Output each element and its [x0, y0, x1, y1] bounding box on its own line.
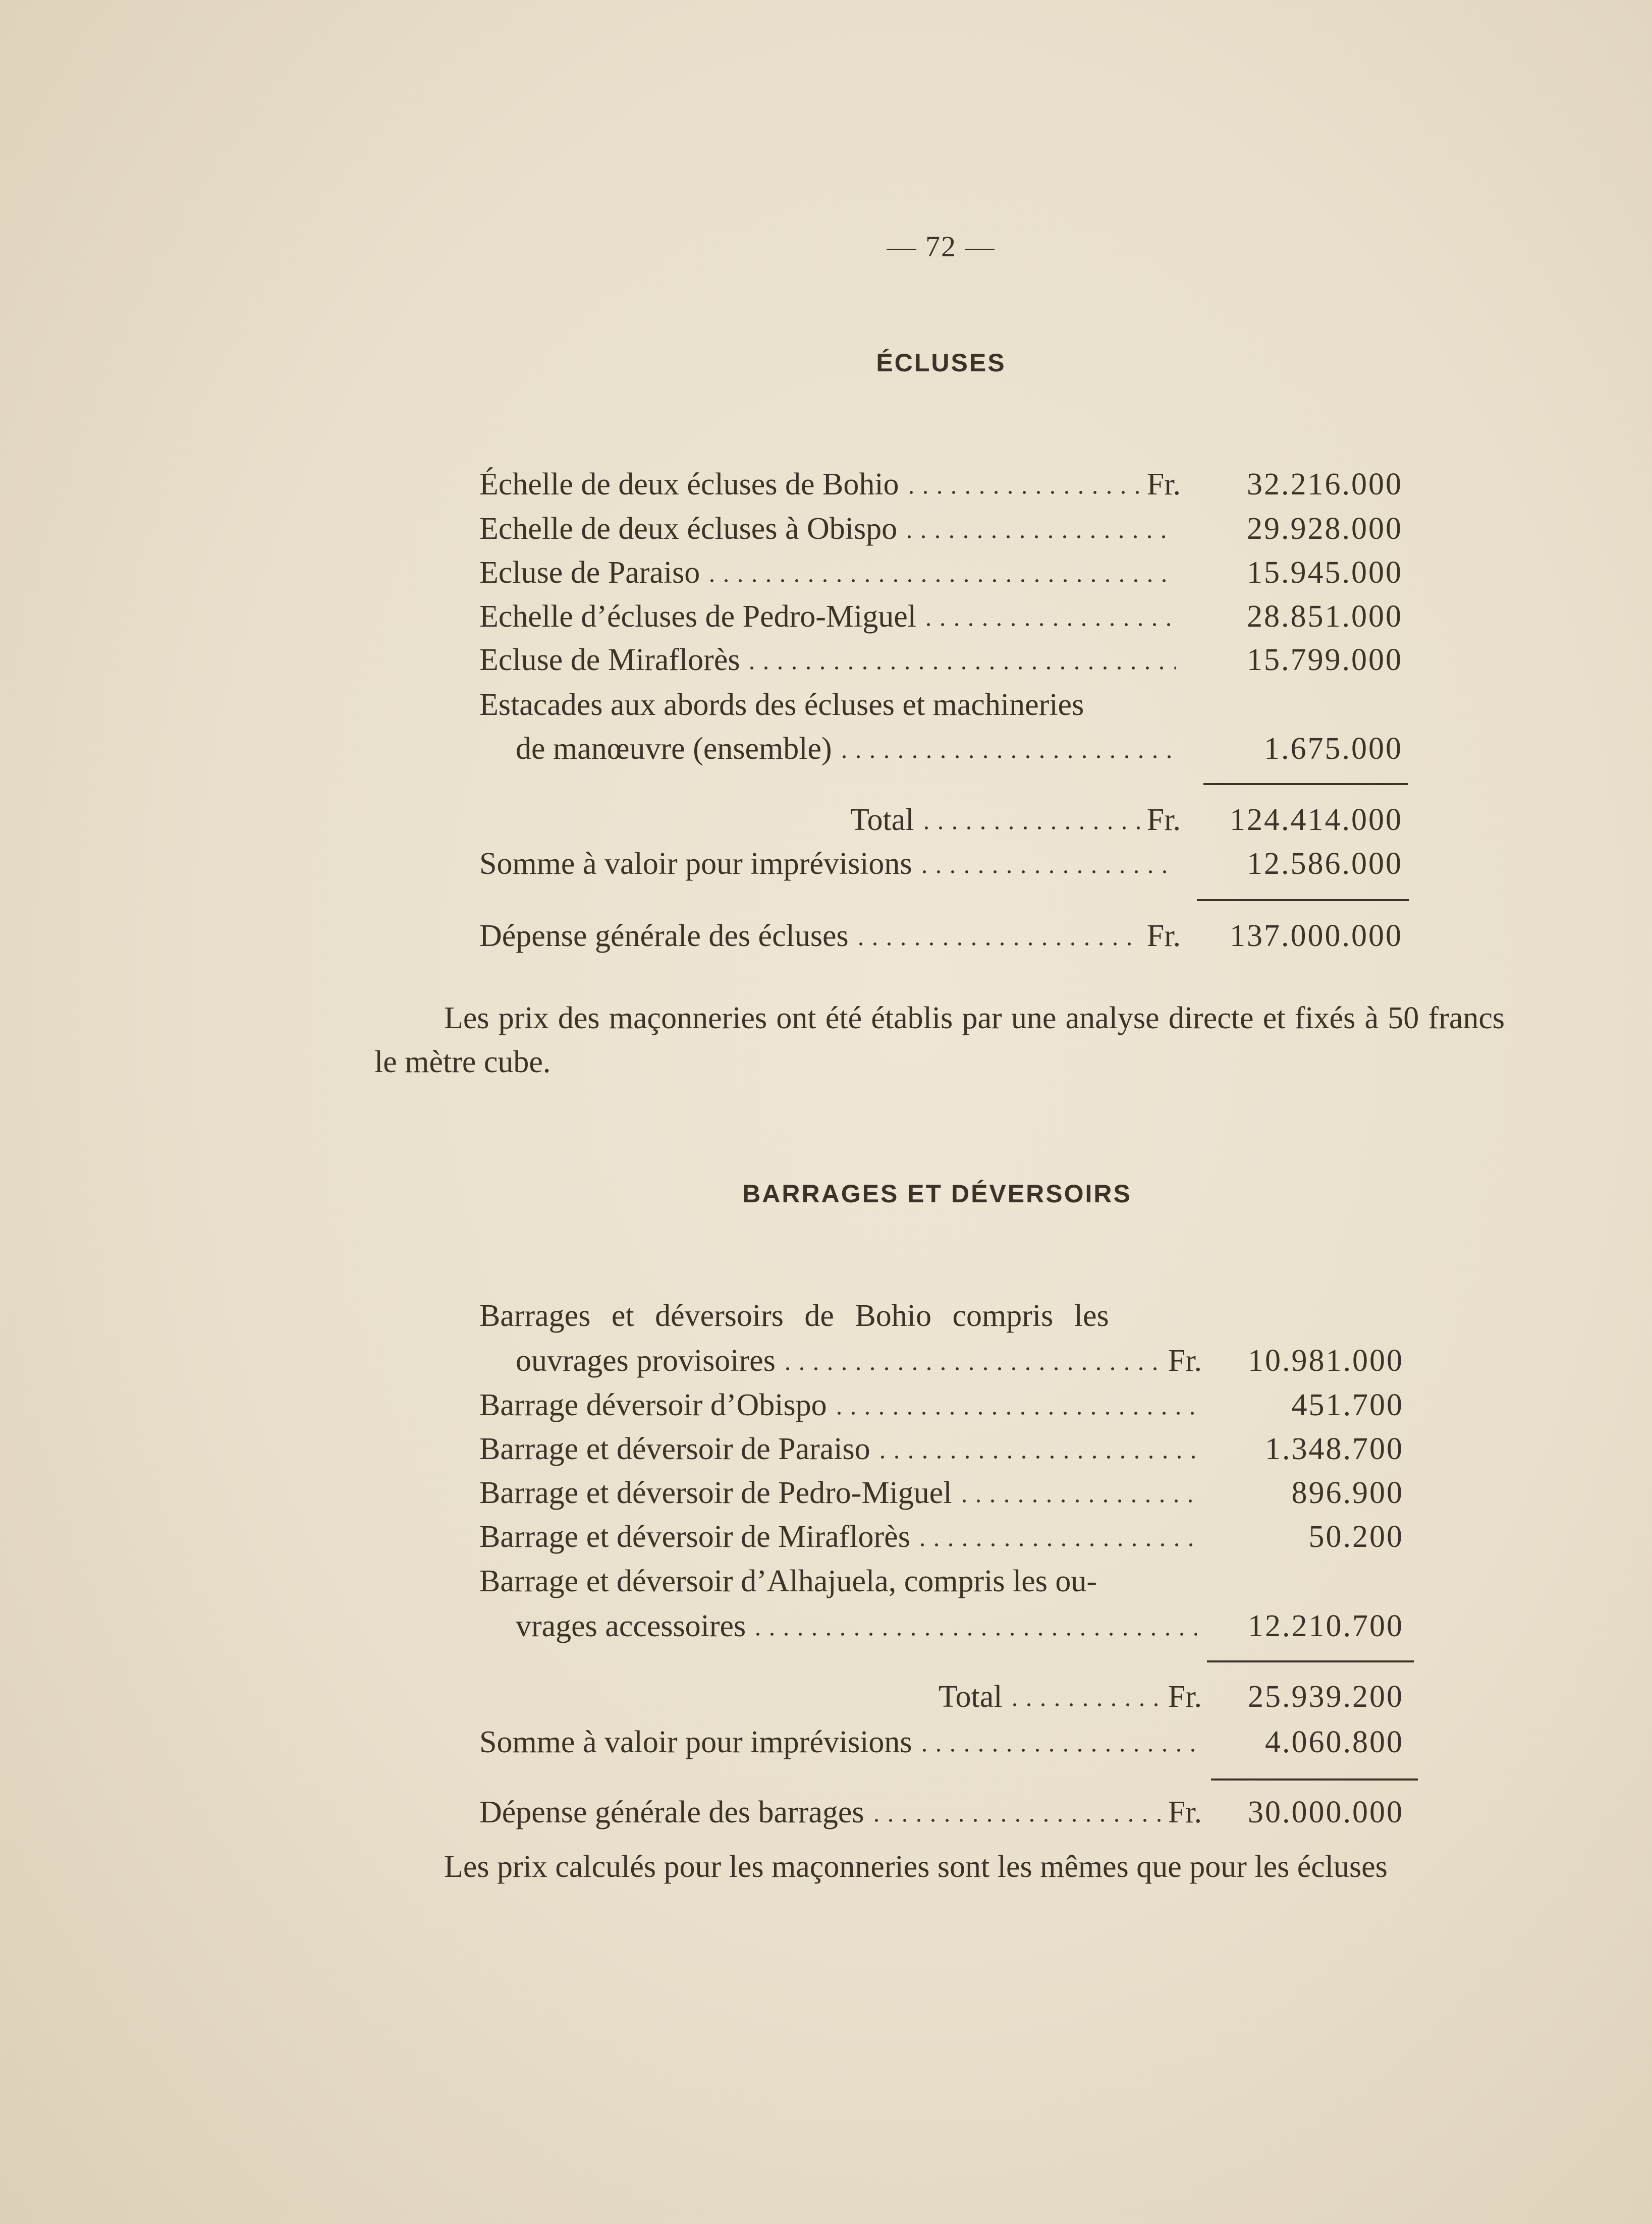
- currency-unit: Fr.: [1146, 919, 1181, 953]
- contingency-row: [479, 844, 1403, 884]
- total-row: [479, 800, 1403, 840]
- row-value: 32.216.000: [1247, 467, 1403, 502]
- row-value: 1.348.700: [1265, 1432, 1404, 1466]
- contingency-value: 12.586.000: [1247, 847, 1403, 881]
- currency-unit: Fr.: [1146, 803, 1181, 837]
- dot-leader: [921, 623, 1176, 627]
- dot-leader: [915, 1543, 1197, 1547]
- row-label: Echelle d’écluses de Pedro-Miguel: [479, 599, 916, 634]
- section-heading-ecluses: ÉCLUSES: [876, 349, 1006, 377]
- grand-total-row: [479, 916, 1403, 956]
- table-row: [479, 1429, 1404, 1469]
- page-number: — 72 —: [887, 230, 996, 263]
- row-label: Barrage et déversoir de Miraflorès: [479, 1520, 910, 1554]
- total-label: Total: [939, 1680, 1003, 1714]
- total-row: [479, 1677, 1404, 1717]
- dot-leader: [781, 1367, 1163, 1371]
- row-value: 29.928.000: [1247, 512, 1403, 546]
- row-value: 50.200: [1308, 1520, 1404, 1554]
- row-value: 12.210.700: [1248, 1609, 1404, 1643]
- grand-total-label: Dépense générale des barrages: [479, 1795, 864, 1829]
- dot-leader: [745, 666, 1176, 670]
- currency-unit: Fr.: [1168, 1795, 1202, 1829]
- table-row: [479, 1385, 1404, 1425]
- row-label: vrages accessoires: [516, 1609, 746, 1643]
- table-row-line1: [479, 1296, 1404, 1336]
- row-value: 451.700: [1291, 1388, 1404, 1422]
- contingency-label: Somme à valoir pour imprévisions: [479, 1725, 912, 1759]
- dot-leader: [854, 942, 1142, 946]
- dot-leader: [1008, 1703, 1163, 1707]
- table-row: [479, 1341, 1404, 1381]
- table-row: [479, 552, 1403, 593]
- dot-leader: [957, 1499, 1197, 1503]
- contingency-label: Somme à valoir pour imprévisions: [479, 847, 912, 881]
- sum-rule: [1197, 899, 1409, 901]
- dot-leader: [917, 870, 1176, 874]
- table-row: [479, 596, 1403, 637]
- dot-leader: [875, 1455, 1197, 1459]
- total-label: Total: [850, 803, 914, 837]
- currency-unit: Fr.: [1168, 1680, 1202, 1714]
- row-label: Barrage et déversoir de Paraiso: [479, 1432, 870, 1466]
- row-label: Échelle de deux écluses de Bohio: [479, 467, 899, 502]
- total-value: 25.939.200: [1248, 1680, 1404, 1714]
- dot-leader: [869, 1818, 1163, 1822]
- row-label: Echelle de deux écluses à Obispo: [479, 512, 898, 546]
- dot-leader: [919, 826, 1142, 830]
- row-label: Ecluse de Paraiso: [479, 555, 700, 590]
- row-value: 15.799.000: [1247, 643, 1403, 677]
- section-heading-barrages: BARRAGES ET DÉVERSOIRS: [742, 1180, 1132, 1208]
- grand-total-value: 137.000.000: [1230, 919, 1403, 953]
- table-row-line1: [479, 1561, 1404, 1601]
- row-value: 1.675.000: [1264, 732, 1403, 766]
- currency-unit: Fr.: [1168, 1344, 1202, 1378]
- row-value: 896.900: [1291, 1476, 1404, 1510]
- table-row: [479, 509, 1403, 549]
- table-row: [479, 1473, 1404, 1513]
- table-row: [479, 640, 1403, 680]
- currency-unit: Fr.: [1146, 467, 1181, 502]
- note-paragraph: Les prix des maçonneries ont été établis par une analyse directe et fixés à 50 francs le mètre cube.: [374, 1001, 1505, 1079]
- contingency-value: 4.060.800: [1265, 1725, 1404, 1759]
- dot-leader: [917, 1748, 1197, 1752]
- dot-leader: [902, 535, 1176, 539]
- sum-rule: [1211, 1778, 1418, 1781]
- table-row: [479, 464, 1403, 505]
- row-label: Barrage déversoir d’Obispo: [479, 1388, 827, 1422]
- sum-rule: [1203, 783, 1408, 785]
- row-value: 10.981.000: [1248, 1344, 1404, 1378]
- sum-rule: [1207, 1660, 1414, 1662]
- table-row-line1: [479, 685, 1403, 725]
- row-label-line1: Barrages et déversoirs de Bohio compris les: [479, 1299, 1109, 1333]
- table-row: [479, 729, 1403, 769]
- row-label: de manœuvre (ensemble): [516, 732, 832, 766]
- table-row: [479, 1606, 1404, 1646]
- grand-total-row: [479, 1792, 1404, 1832]
- dot-leader: [751, 1632, 1197, 1636]
- row-value: 28.851.000: [1247, 599, 1403, 634]
- total-value: 124.414.000: [1230, 803, 1403, 837]
- row-label-line1: Barrage et déversoir d’Alhajuela, compris les ou-: [479, 1564, 1097, 1598]
- row-label: Ecluse de Miraflorès: [479, 643, 740, 677]
- grand-total-label: Dépense générale des écluses: [479, 919, 849, 953]
- note-paragraph: Les prix calculés pour les maçonneries sont les mêmes que pour les écluses: [444, 1850, 1388, 1884]
- dot-leader: [832, 1411, 1197, 1415]
- dot-leader: [705, 579, 1176, 583]
- table-row: [479, 1517, 1404, 1557]
- row-value: 15.945.000: [1247, 555, 1403, 590]
- row-label-line1: Estacades aux abords des écluses et machineries: [479, 688, 1084, 722]
- dot-leader: [904, 490, 1142, 494]
- row-label: ouvrages provisoires: [516, 1344, 776, 1378]
- row-label: Barrage et déversoir de Pedro-Miguel: [479, 1476, 952, 1510]
- grand-total-value: 30.000.000: [1248, 1795, 1404, 1829]
- contingency-row: [479, 1722, 1404, 1762]
- dot-leader: [837, 755, 1176, 759]
